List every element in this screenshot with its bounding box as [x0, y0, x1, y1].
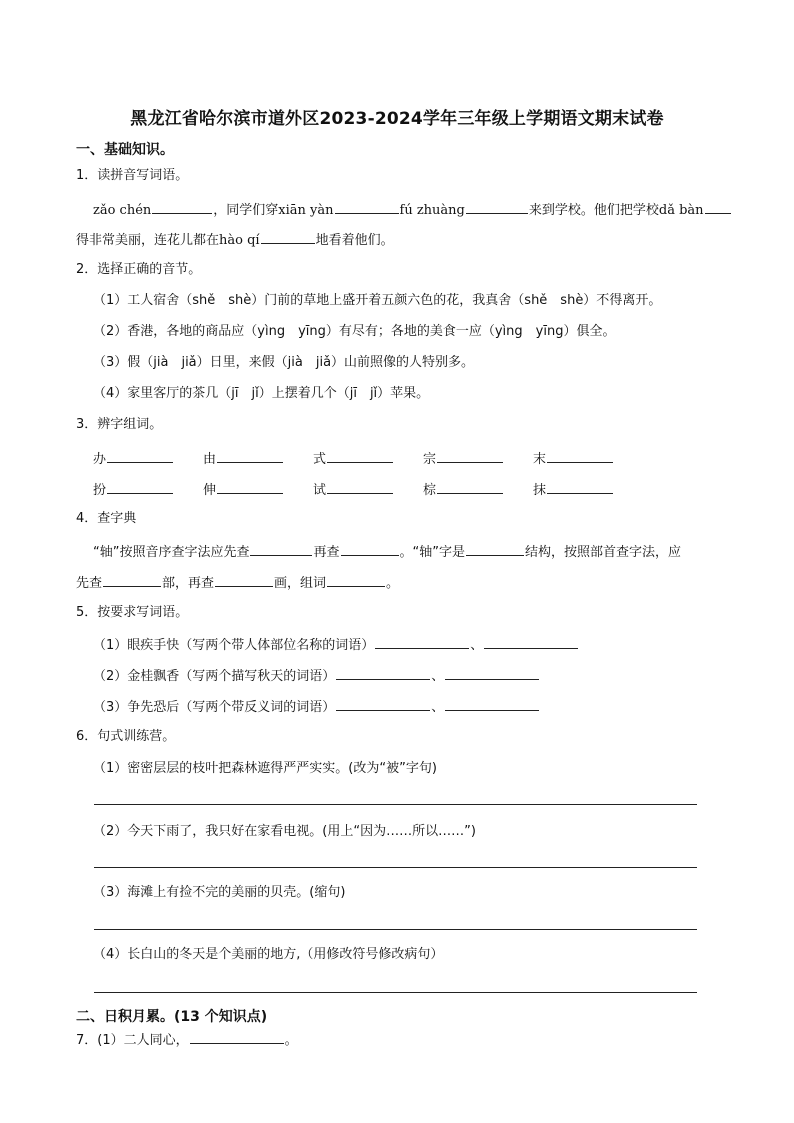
- answer-line[interactable]: [94, 992, 697, 993]
- pinyin-text: fú zhuàng: [399, 203, 465, 218]
- section-heading: 一、基础知识。: [76, 142, 174, 158]
- answer-blank[interactable]: [327, 449, 393, 463]
- choice-item: （4）家里客厅的茶几（jī jǐ）上摆着几个（jī jǐ）苹果。: [93, 386, 430, 401]
- answer-blank[interactable]: [107, 449, 173, 463]
- answer-blank[interactable]: [336, 666, 430, 680]
- answer-blank[interactable]: [445, 697, 539, 711]
- answer-blank[interactable]: [250, 542, 312, 556]
- question-text: 部，再查: [162, 576, 215, 591]
- question-text: 地看着他们。: [315, 233, 394, 248]
- answer-blank[interactable]: [705, 200, 731, 214]
- sentence-task: （2）今天下雨了，我只好在家看电视。(用上“因为……所以……”): [93, 824, 476, 839]
- answer-blank[interactable]: [152, 200, 212, 214]
- answer-blank[interactable]: [215, 573, 273, 587]
- pinyin-line-2: [76, 230, 394, 250]
- question-text: 。: [284, 1033, 298, 1048]
- word-task-item: [93, 697, 540, 717]
- answer-blank[interactable]: [341, 542, 399, 556]
- question-text: ，同学们穿: [213, 203, 279, 218]
- pinyin-line-1: [93, 200, 732, 220]
- dictionary-line-1: [93, 542, 681, 562]
- answer-blank[interactable]: [190, 1030, 284, 1044]
- answer-blank[interactable]: [437, 449, 503, 463]
- pinyin-text: dǎ bàn: [658, 203, 704, 218]
- character: 伸: [203, 483, 217, 498]
- sentence-task: （1）密密层层的枝叶把森林遮得严严实实。(改为“被”字句): [93, 761, 437, 776]
- question-text: 再查: [313, 545, 340, 560]
- dictionary-line-2: [76, 573, 399, 593]
- sentence-task: （4）长白山的冬天是个美丽的地方,（用修改符号修改病句）: [93, 947, 444, 962]
- answer-blank[interactable]: [375, 635, 469, 649]
- separator: 、: [431, 669, 445, 684]
- answer-line[interactable]: [94, 804, 697, 805]
- character: 试: [313, 483, 327, 498]
- separator: 、: [470, 638, 484, 653]
- choice-item: （1）工人宿舍（shě shè）门前的草地上盛开着五颜六色的花，我真舍（shě shè）不得离开。: [93, 293, 662, 308]
- question-text: “轴”按照音序查字法应先查: [93, 545, 250, 560]
- question-label: 5．按要求写词语。: [76, 605, 189, 620]
- answer-blank[interactable]: [466, 200, 528, 214]
- answer-blank[interactable]: [336, 697, 430, 711]
- answer-blank[interactable]: [217, 480, 283, 494]
- question-text: 7．(1）二人同心，: [76, 1033, 189, 1048]
- answer-blank[interactable]: [445, 666, 539, 680]
- answer-blank[interactable]: [107, 480, 173, 494]
- character: 由: [203, 452, 217, 467]
- separator: 、: [431, 700, 445, 715]
- answer-line[interactable]: [94, 929, 697, 930]
- question-text: （2）金桂飘香（写两个描写秋天的词语）: [93, 669, 336, 684]
- pinyin-text: xiān yàn: [278, 203, 334, 218]
- pinyin-text: hào qí: [219, 233, 260, 248]
- answer-blank[interactable]: [484, 635, 578, 649]
- answer-blank[interactable]: [217, 449, 283, 463]
- question-text: 先查: [76, 576, 103, 591]
- answer-blank[interactable]: [547, 480, 613, 494]
- choice-item: （3）假（jià jiǎ）日里，来假（jià jiǎ）山前照像的人特别多。: [93, 355, 475, 370]
- answer-blank[interactable]: [466, 542, 524, 556]
- answer-blank[interactable]: [437, 480, 503, 494]
- question-label: 1．读拼音写词语。: [76, 168, 189, 183]
- question-text: 。: [386, 576, 400, 591]
- answer-blank[interactable]: [261, 230, 315, 244]
- answer-line[interactable]: [94, 867, 697, 868]
- question-text: 得非常美丽，连花儿都在: [76, 233, 220, 248]
- answer-blank[interactable]: [335, 200, 399, 214]
- question-label: 3．辨字组词。: [76, 417, 163, 432]
- character: 扮: [93, 483, 107, 498]
- page-title: 黑龙江省哈尔滨市道外区2023-2024学年三年级上学期语文期末试卷: [130, 109, 664, 129]
- pinyin-text: zǎo chén: [93, 203, 152, 218]
- question-label: 4．查字典: [76, 511, 137, 526]
- question-text: 。“轴”字是: [399, 545, 465, 560]
- character: 宗: [423, 452, 437, 467]
- answer-blank[interactable]: [103, 573, 161, 587]
- character: 抹: [533, 483, 547, 498]
- question-text: 画，组词: [274, 576, 327, 591]
- word-task-item: [93, 635, 579, 655]
- answer-blank[interactable]: [327, 480, 393, 494]
- question-text: 来到学校。他们把学校: [528, 203, 659, 218]
- character: 办: [93, 452, 107, 467]
- character: 式: [313, 452, 327, 467]
- question-label: 2．选择正确的音节。: [76, 262, 202, 277]
- word-group-row: [93, 479, 643, 498]
- question-text: （1）眼疾手快（写两个带人体部位名称的词语）: [93, 638, 375, 653]
- choice-item: （2）香港，各地的商品应（yìng yīng）有尽有；各地的美食一应（yìng yīng）俱全。: [93, 324, 616, 339]
- word-group-row: [93, 448, 643, 467]
- word-task-item: [93, 666, 540, 686]
- answer-blank[interactable]: [547, 449, 613, 463]
- question-text: 结构，按照部首查字法，应: [524, 545, 681, 560]
- section-heading: 二、日积月累。(13 个知识点): [76, 1009, 268, 1025]
- answer-blank[interactable]: [327, 573, 385, 587]
- character: 末: [533, 452, 547, 467]
- character: 棕: [423, 483, 437, 498]
- idiom-item: [76, 1030, 298, 1050]
- question-text: （3）争先恐后（写两个带反义词的词语）: [93, 700, 336, 715]
- question-label: 6．句式训练营。: [76, 729, 176, 744]
- sentence-task: （3）海滩上有捡不完的美丽的贝壳。(缩句): [93, 885, 346, 900]
